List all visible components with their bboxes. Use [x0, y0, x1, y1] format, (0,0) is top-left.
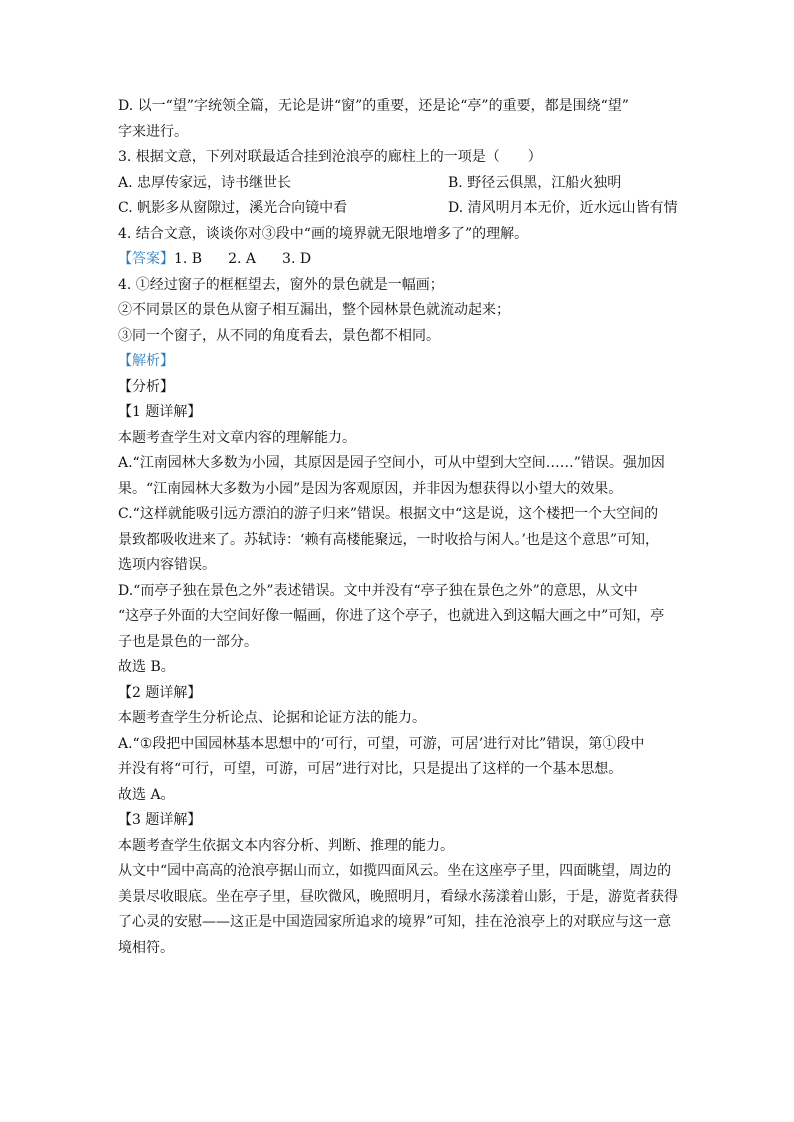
- text-line: 选项内容错误。: [118, 557, 216, 573]
- text-line: 景致都吸收进来了。苏轼诗：‘赖有高楼能聚远，一时收拾与闲人。’也是这个意思”可知，: [118, 531, 660, 548]
- section-label: 【3 题详解】: [118, 812, 202, 828]
- text-line: 故选 B。: [118, 659, 175, 675]
- text-line: 本题考查学生依据文本内容分析、判断、推理的能力。: [118, 837, 454, 854]
- text-line: 字来进行。: [118, 123, 188, 140]
- text-line: D. 以一“望”字统领全篇，无论是讲“窗”的重要，还是论“亭”的重要，都是围绕“望”: [118, 98, 629, 114]
- q3-options-row-1: [118, 171, 684, 197]
- question-4: 4. 结合文意，谈谈你对③段中“画的境界就无限地增多了”的理解。: [118, 225, 529, 242]
- text-line: 本题考查学生分析论点、论据和论证方法的能力。: [118, 710, 426, 726]
- analysis-label: 【解析】: [118, 353, 174, 369]
- text-line: C.“这样就能吸引远方漂泊的游子归来”错误。根据文中“这是说，这个楼把一个大空间的: [118, 506, 659, 522]
- section-label: 【1 题详解】: [118, 404, 202, 420]
- text-line: 并没有将“可行，可望，可游，可居”进行对比，只是提出了这样的一个基本思想。: [118, 761, 623, 777]
- text-line: “这亭子外面的大空间好像一幅画，你进了这个亭子，也就进入到这幅大画之中”可知，亭: [118, 608, 665, 624]
- text-line: 了心灵的安慰——这正是中国造园家所追求的境界”可知，挂在沧浪亭上的对联应与这一意: [118, 914, 672, 930]
- q3-option-d: D. 清风明月本无价，近水远山皆有情: [448, 200, 678, 216]
- text-line: D.“而亭子独在景色之外”表述错误。文中并没有“亭子独在景色之外”的意思，从文中: [118, 582, 638, 599]
- answer-label: 【答案】: [118, 251, 174, 267]
- text-line: 果。“江南园林大多数为小园”是因为客观原因，并非因为想获得以小望大的效果。: [118, 480, 623, 497]
- q3-option-b: B. 野径云俱黑，江船火独明: [448, 174, 622, 191]
- text-line: ③同一个窗子，从不同的角度看去，景色都不相同。: [118, 327, 440, 344]
- section-label: 【分析】: [118, 378, 174, 395]
- text-line: 4. ①经过窗子的框框望去，窗外的景色就是一幅画；: [118, 276, 444, 293]
- question-3: 3. 根据文意，下列对联最适合挂到沧浪亭的廊柱上的一项是（ ）: [118, 149, 542, 165]
- section-label: 【2 题详解】: [118, 684, 202, 701]
- text-line: 故选 A。: [118, 786, 175, 803]
- text-line: ②不同景区的景色从窗子相互漏出，整个园林景色就流动起来；: [118, 302, 510, 318]
- text-line: 美景尽收眼底。坐在亭子里，昼吹微风，晚照明月，看绿水荡漾着山影，于是，游览者获得: [118, 888, 678, 905]
- answer-3: 3. D: [282, 251, 312, 267]
- text-line: 子也是景色的一部分。: [118, 633, 258, 650]
- q3-option-c: C. 帆影多从窗隙过，溪光合向镜中看: [118, 200, 348, 216]
- answer-line: [118, 247, 684, 273]
- q3-options-row-2: [118, 196, 684, 222]
- text-line: 从文中“园中高高的沧浪亭据山而立，如揽四面风云。坐在这座亭子里，四面眺望，周边的: [118, 863, 672, 879]
- text-line: A.“江南园林大多数为小园，其原因是园子空间小，可从中望到大空间……”错误。强加因: [118, 455, 665, 471]
- text-line: A.“①段把中国园林基本思想中的‘可行，可望，可游，可居’进行对比”错误，第①段中: [118, 735, 645, 752]
- answer-1: 1. B: [174, 251, 203, 267]
- answer-2: 2. A: [228, 251, 257, 267]
- q3-option-a: A. 忠厚传家远，诗书继世长: [118, 174, 292, 191]
- text-line: 本题考查学生对文章内容的理解能力。: [118, 429, 356, 446]
- text-line: 境相符。: [118, 939, 174, 956]
